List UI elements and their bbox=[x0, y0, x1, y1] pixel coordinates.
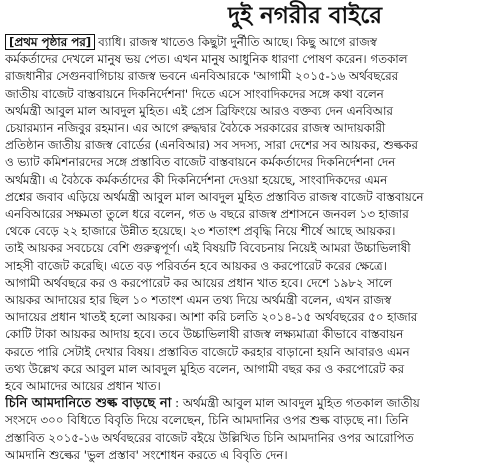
line: অর্থমন্ত্রী আবুল মাল আবদুল মুহিত। এই প্রেস ব্রিফিংয়ে আরও বক্তব্য দেন এনবিআর bbox=[5, 103, 393, 118]
line: আগামী অর্থবছরে কর ও করপোরেট কর আয়ের প্রধান খাত হবে। দেশে ১৯৮২ সালে bbox=[5, 275, 393, 290]
line: কর্মকর্তাদের দেখলে মানুষ ভয় পেত। এখন মানুষ আধুনিক ধারণা পোষণ করেন। গতকাল bbox=[5, 52, 408, 67]
line: আমদানি শুল্কের 'ভুল প্রস্তাব' সংশোধন করতে এ বিবৃতি দেন। bbox=[5, 447, 288, 462]
line: থেকে বেড়ে ২২ হাজারে উন্নীত হয়েছে। ২৩ শতাংশ প্রবৃদ্ধি নিয়ে শীর্ষে আছে আয়কর। bbox=[5, 224, 396, 239]
line: তাই আয়কর সবচেয়ে বেশি গুরুত্বপূর্ণ। এই বিষয়টি বিবেচনায় নিয়েই আমরা উচ্চাভিলাষী bbox=[5, 241, 411, 256]
line: আয়কর আদায়ের হার ছিল ১০ শতাংশ এমন তথ্য দিয়ে অর্থমন্ত্রী বলেন, এখন রাজস্ব bbox=[5, 293, 392, 308]
line-text: ব্যাধি। রাজস্ব খাতেও কিছুটা দুর্নীতি আছে। কিছু আগে রাজস্ব bbox=[98, 35, 377, 49]
line: রাজধানীর সেগুনবাগিচায় রাজস্ব ভবনে এনবিআরকে 'আগামী ২০১৫-১৬ অর্থবছরের bbox=[5, 69, 399, 84]
line: এনবিআরের সক্ষমতা তুলে ধরে বলেন, গত ৬ বছরে রাজস্ব প্রশাসনে জনবল ১৩ হাজার bbox=[5, 207, 409, 222]
paragraph-main bbox=[5, 34, 481, 395]
line: করতে পারি সেটাই দেখার বিষয়। প্রস্তাবিত বাজেটে করহার বাড়ানো হয়নি আবারও এমন bbox=[5, 344, 410, 359]
subhead: চিনি আমদানিতে শুল্ক বাড়ছে না bbox=[5, 396, 172, 412]
line bbox=[5, 34, 481, 51]
line: প্রস্তাবিত ২০১৫-১৬ অর্থবছরের বাজেট বইয়ে উল্লিখিত চিনি আমদানির ওপর আরোপিত bbox=[5, 430, 414, 445]
line: অর্থমন্ত্রী। এ বৈঠকে কর্মকর্তাদের কী দিকনির্দেশনা দেওয়া হয়েছে, সাংবাদিকদের এমন bbox=[5, 172, 388, 187]
line-text: : অর্থমন্ত্রী আবুল মাল আবদুল মুহিত গতকাল জাতীয় bbox=[175, 396, 420, 411]
line: আদায়ের প্রধান খাতই হলো আয়কর। আশা করি চলতি ২০১৪-১৫ অর্থবছরের ৫০ হাজার bbox=[5, 310, 418, 325]
line: তথ্য উল্লেখ করে আবুল মাল আবদুল মুহিত বলেন, আগামী বছর কর ও করপোরেট কর bbox=[5, 361, 405, 376]
line: সাহসী বাজেট করেছি। এতে বড় পরিবর্তন হবে আয়কর ও করপোরেট করের ক্ষেত্রে। bbox=[5, 258, 387, 273]
line: কোটি টাকা আয়কর আদায় হবে। তবে উচ্চাভিলাষী রাজস্ব লক্ষ্যমাত্রা কীভাবে বাস্তবায়ন bbox=[5, 327, 404, 342]
line: ও ভ্যাট কমিশনারদের সঙ্গে প্রস্তাবিত বাজেট বাস্তবায়নে কর্মকর্তাদের দিকনির্দেশনা দেন bbox=[5, 155, 396, 170]
kicker-text: প্রথম পৃষ্ঠার পর bbox=[14, 35, 86, 49]
paragraph-sugar bbox=[5, 395, 481, 464]
continuation-kicker: [প্রথম পৃষ্ঠার পর] bbox=[5, 34, 95, 50]
line: সংসদে ৩০০ বিধিতে বিবৃতি দিয়ে বলেছেন, চিনি আমদানির ওপর শুল্ক বাড়ছে না। তিনি bbox=[5, 413, 409, 428]
headline: দুই নগরীর বাইরে bbox=[228, 2, 383, 29]
line: চেয়ারম্যান নজিবুর রহমান। এর আগে রুদ্ধদ্বার বৈঠকে সরকারের রাজস্ব আদায়কারী bbox=[5, 121, 386, 136]
line: হবে আমাদের আয়ের প্রধান খাত। bbox=[5, 379, 161, 394]
line bbox=[5, 395, 481, 412]
line: জাতীয় বাজেট বাস্তবায়নে দিকনির্দেশনা' দিতে এসে সাংবাদিকদের সঙ্গে কথা বলেন bbox=[5, 86, 384, 101]
line: প্রতিষ্ঠান জাতীয় রাজস্ব বোর্ডের (এনবিআর) সব সদস্য, সারা দেশের সব আয়কর, শুল্ককর bbox=[5, 138, 418, 153]
line: প্রশ্নের জবাব এড়িয়ে অর্থমন্ত্রী আবুল মাল আবদুল মুহিত প্রস্তাবিত রাজস্ব বাজেট বাস্তবায়নে bbox=[5, 189, 424, 204]
article-body bbox=[5, 34, 481, 464]
